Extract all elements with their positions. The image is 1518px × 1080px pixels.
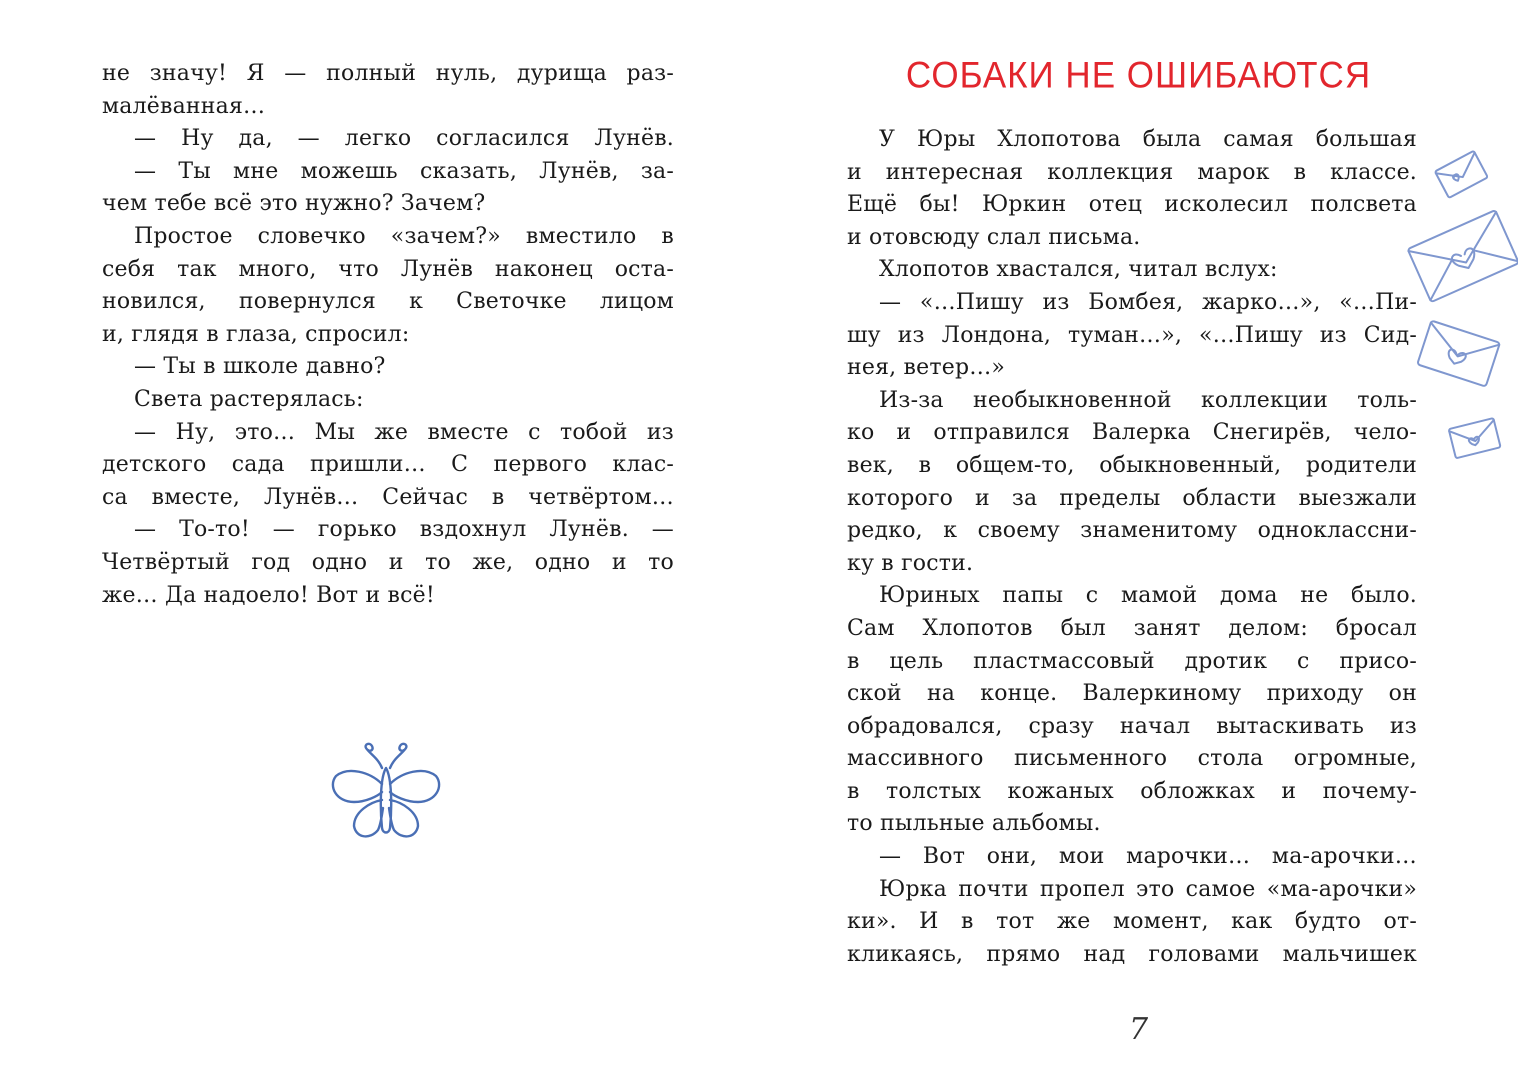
text-line: Простое словечко «зачем?» вместило в [134, 223, 674, 249]
text-line: не значу! Я — полный нуль, дурища раз- [102, 61, 674, 86]
text-line: Юрка почти пропел это самое «ма-арочки» [879, 876, 1417, 902]
text-line: — То-то! — горько вздохнул Лунёв. — [134, 517, 674, 543]
text-line: ко и отправился Валерка Снегирёв, чело- [847, 420, 1417, 446]
text-line: — Вот они, мои марочки… ма-арочки… [879, 844, 1417, 870]
text-line: — Ты мне можешь сказать, Лунёв, за- [134, 158, 674, 184]
text-line: массивного письменного стола огромные, [847, 746, 1417, 772]
text-line: кликаясь, прямо над головами мальчишек [847, 941, 1417, 967]
text-line: чем тебе всё это нужно? Зачем? [102, 191, 486, 217]
text-line: нея, ветер…» [847, 355, 1006, 381]
text-line: Ещё бы! Юркин отец исколесил полсвета [847, 192, 1417, 218]
text-line: — Ты в школе давно? [134, 354, 386, 380]
left-page-text [102, 58, 674, 612]
text-line: себя так много, что Лунёв наконец оста- [102, 256, 674, 282]
text-line: новился, повернулся к Светочке лицом [102, 289, 674, 315]
text-line: Света растерялась: [134, 386, 364, 412]
text-line: в цель пластмассовый дротик с присо- [847, 648, 1417, 674]
page-number: 7 [1128, 1012, 1149, 1047]
butterfly-icon [326, 738, 446, 848]
text-line: — «…Пишу из Бомбея, жарко…», «…Пи- [879, 289, 1417, 315]
text-line: шу из Лондона, туман…», «…Пишу из Сид- [847, 322, 1417, 348]
text-line: обрадовался, сразу начал вытаскивать из [847, 713, 1417, 739]
text-line: ку в гости. [847, 550, 974, 576]
right-page-text [847, 124, 1417, 971]
text-line: ской на конце. Валеркиному приходу он [847, 681, 1417, 707]
text-line: ки». И в тот же момент, как будто от- [847, 909, 1417, 935]
right-page [759, 0, 1518, 1080]
text-line: и, глядя в глаза, спросил: [102, 321, 410, 347]
text-line: Хлопотов хвастался, читал вслух: [879, 257, 1278, 283]
text-line: — Ну, это… Мы же вместе с тобой из [134, 419, 674, 445]
text-line: и интересная коллекция марок в классе. [847, 159, 1417, 185]
text-line: Из-за необыкновенной коллекции толь- [879, 387, 1417, 413]
text-line: У Юры Хлопотова была самая большая [879, 127, 1417, 152]
text-line: детского сада пришли… С первого клас- [102, 452, 674, 478]
chapter-title: СОБАКИ НЕ ОШИБАЮТСЯ [905, 55, 1372, 96]
text-line: Четвёртый год одно и то же, одно и то [102, 549, 674, 575]
text-line: то пыльные альбомы. [847, 811, 1101, 837]
text-line: Сам Хлопотов был занят делом: бросал [847, 615, 1417, 641]
text-line: са вместе, Лунёв… Сейчас в четвёртом… [102, 484, 674, 510]
text-line: — Ну да, — легко согласился Лунёв. [134, 126, 674, 152]
text-line: которого и за пределы области выезжали [847, 485, 1417, 511]
envelopes-icon [1399, 150, 1518, 480]
text-line: в толстых кожаных обложках и почему- [847, 778, 1417, 804]
text-line: малёванная… [102, 93, 266, 119]
text-line: век, в общем-то, обыкновенный, родители [847, 452, 1417, 478]
text-line: же… Да надоело! Вот и всё! [102, 582, 435, 608]
text-line: и отовсюду слал письма. [847, 224, 1141, 250]
text-line: Юриных папы с мамой дома не было. [879, 583, 1417, 609]
text-line: редко, к своему знаменитому одноклассни- [847, 518, 1417, 544]
